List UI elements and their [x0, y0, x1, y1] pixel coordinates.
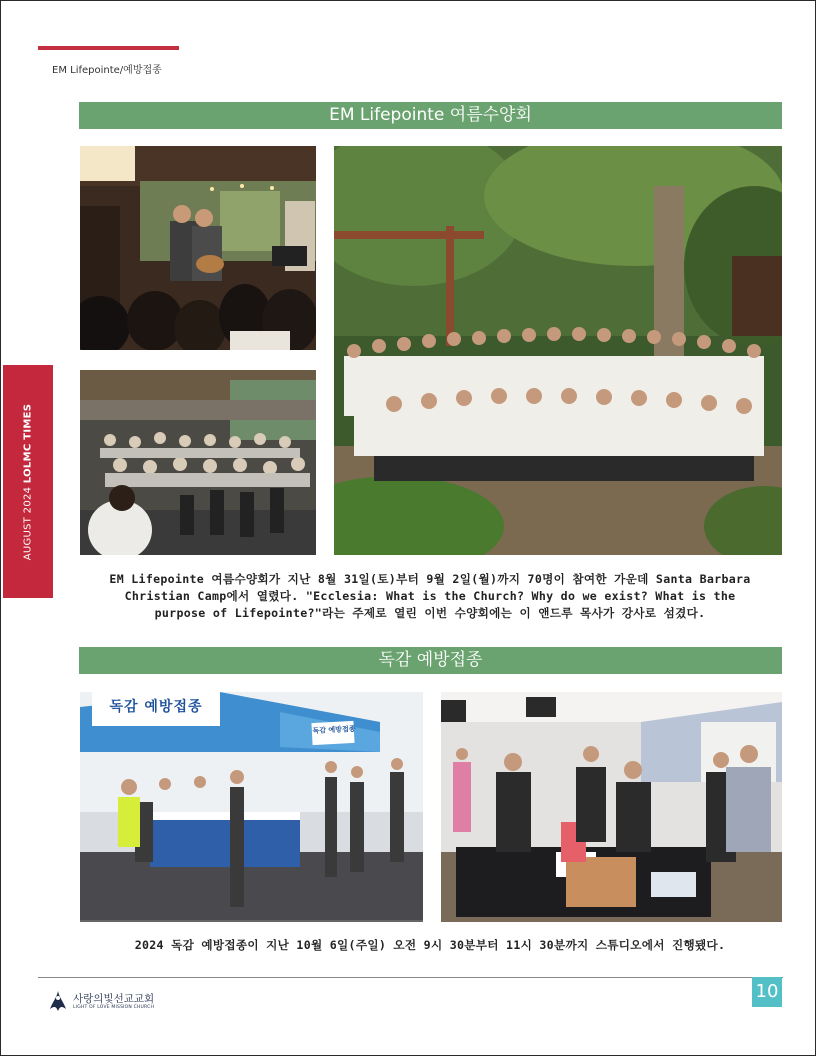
photo-congregation	[80, 370, 316, 555]
tent-side-text: 독감 예방접종	[312, 724, 356, 736]
side-tab-month: AUGUST 2024	[22, 486, 34, 560]
footer-divider	[38, 977, 783, 978]
photo-flu-shot-tent	[80, 692, 423, 922]
side-tab-text	[23, 403, 34, 560]
header-accent-bar	[38, 46, 179, 50]
section-banner-flu-shot: 독감 예방접종	[79, 647, 782, 674]
section-banner-retreat: EM Lifepointe 여름수양회	[79, 102, 782, 129]
photo-retreat-group	[334, 146, 782, 555]
church-name-en: LIGHT OF LOVE MISSION CHURCH	[73, 1005, 155, 1010]
photo-worship-band	[80, 146, 316, 350]
side-tab	[3, 365, 53, 598]
church-logo-icon	[46, 989, 70, 1013]
retreat-caption-line: purpose of Lifepointe?"라는 주제로 열린 이번 수양회에는 이 앤드루 목사가 강사로 섬겼다.	[154, 606, 706, 620]
retreat-caption-line: Christian Camp에서 열렸다. "Ecclesia: What is the Church? Why do we exist? What is the	[124, 589, 736, 603]
retreat-caption	[80, 571, 780, 622]
tent-banner-text: 독감 예방접종	[109, 699, 203, 715]
retreat-caption-line: EM Lifepointe 여름수양회가 지난 8월 31일(토)부터 9월 2일(월)까지 70명이 참여한 가운데 Santa Barbara	[109, 572, 751, 586]
section-label: EM Lifepointe/예방접종	[52, 65, 162, 76]
page-number: 10	[752, 977, 782, 1007]
side-tab-publication: LOLMC TIMES	[22, 403, 34, 483]
church-name: 사랑의빛선교교회	[73, 993, 155, 1005]
church-logo	[46, 988, 176, 1014]
photo-flu-shot-studio	[441, 692, 782, 922]
flu-shot-caption: 2024 독감 예방접종이 지난 10월 6일(주일) 오전 9시 30분부터 11시 30분까지 스튜디오에서 진행됐다.	[134, 938, 726, 952]
